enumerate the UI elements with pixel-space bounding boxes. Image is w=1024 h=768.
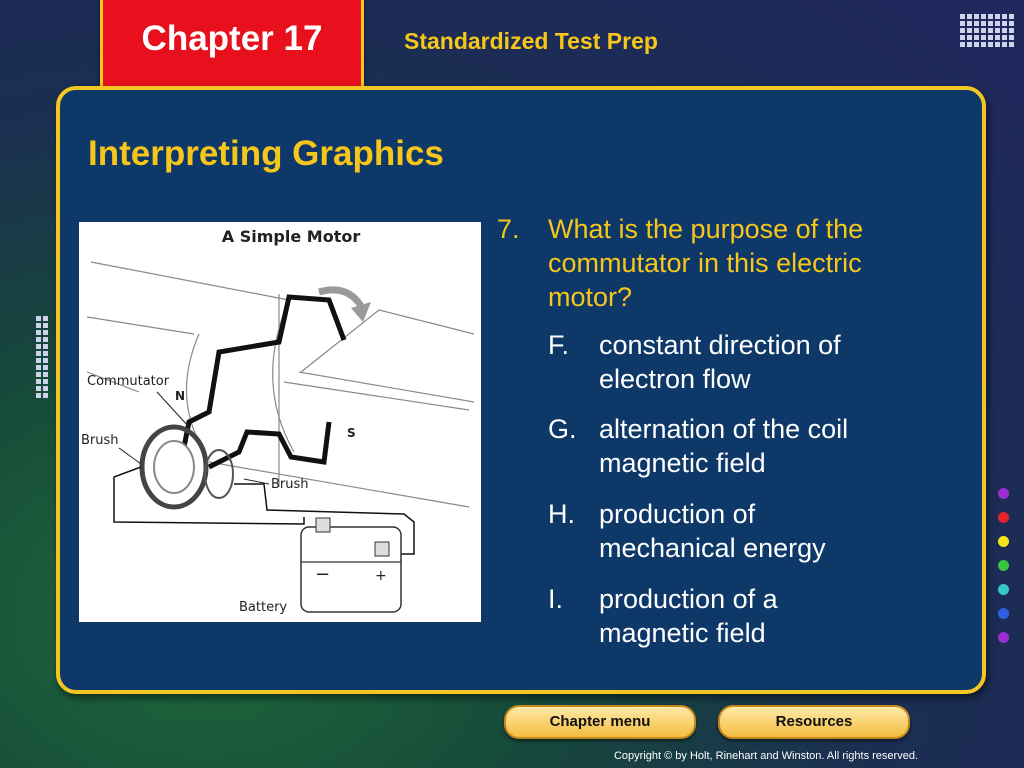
option-line: magnetic field bbox=[599, 448, 766, 478]
decorative-dot bbox=[1002, 14, 1007, 19]
chapter-label: Chapter 17 bbox=[141, 19, 323, 58]
decorative-dot bbox=[36, 316, 41, 321]
decorative-dot bbox=[981, 42, 986, 47]
side-color-dot bbox=[998, 488, 1009, 499]
decorative-dot bbox=[974, 14, 979, 19]
decorative-dot bbox=[36, 351, 41, 356]
option-line: production of bbox=[599, 499, 756, 529]
decorative-dot bbox=[43, 365, 48, 370]
decorative-dot bbox=[36, 337, 41, 342]
decorative-dot bbox=[36, 372, 41, 377]
decorative-dot bbox=[995, 21, 1000, 26]
decorative-dot-grid-left bbox=[36, 316, 48, 398]
decorative-dot bbox=[981, 14, 986, 19]
question-number: 7. bbox=[497, 214, 520, 244]
figure-title: A Simple Motor bbox=[221, 227, 361, 246]
option-i-text bbox=[599, 582, 959, 650]
decorative-dot bbox=[36, 323, 41, 328]
decorative-dot bbox=[981, 35, 986, 40]
decorative-dot bbox=[43, 372, 48, 377]
decorative-dot bbox=[960, 28, 965, 33]
option-f-text bbox=[599, 328, 959, 396]
side-color-dot bbox=[998, 608, 1009, 619]
brush-right-label: Brush bbox=[271, 477, 309, 492]
motor-figure bbox=[79, 222, 481, 622]
decorative-dot bbox=[995, 35, 1000, 40]
decorative-dot bbox=[967, 14, 972, 19]
decorative-dot bbox=[988, 28, 993, 33]
decorative-dot bbox=[1002, 28, 1007, 33]
decorative-dot bbox=[1002, 21, 1007, 26]
decorative-dot bbox=[43, 316, 48, 321]
decorative-dot bbox=[1009, 35, 1014, 40]
decorative-dot bbox=[981, 21, 986, 26]
decorative-dot bbox=[1009, 14, 1014, 19]
decorative-dot bbox=[1002, 42, 1007, 47]
decorative-dot bbox=[967, 35, 972, 40]
brush-left-label: Brush bbox=[81, 433, 119, 448]
decorative-dot bbox=[43, 379, 48, 384]
decorative-dot bbox=[974, 28, 979, 33]
decorative-dot bbox=[43, 386, 48, 391]
decorative-dot bbox=[988, 21, 993, 26]
option-line: mechanical energy bbox=[599, 533, 826, 563]
decorative-dot bbox=[36, 379, 41, 384]
decorative-dot bbox=[981, 28, 986, 33]
decorative-dot bbox=[988, 42, 993, 47]
decorative-dot bbox=[36, 344, 41, 349]
option-line: alternation of the coil bbox=[599, 414, 849, 444]
decorative-dot bbox=[995, 28, 1000, 33]
decorative-dot bbox=[960, 21, 965, 26]
side-color-dot bbox=[998, 632, 1009, 643]
decorative-dot bbox=[43, 344, 48, 349]
decorative-dot bbox=[36, 365, 41, 370]
decorative-dot bbox=[1009, 21, 1014, 26]
question-text bbox=[548, 212, 968, 314]
decorative-dot bbox=[36, 330, 41, 335]
decorative-dot bbox=[974, 42, 979, 47]
option-f-letter: F. bbox=[548, 330, 570, 360]
decorative-dot bbox=[967, 28, 972, 33]
question-line: commutator in this electric bbox=[548, 248, 862, 278]
resources-button[interactable]: Resources bbox=[718, 705, 910, 739]
decorative-dot bbox=[36, 358, 41, 363]
decorative-dot bbox=[995, 14, 1000, 19]
option-line: electron flow bbox=[599, 364, 751, 394]
header-title: Standardized Test Prep bbox=[404, 28, 658, 54]
decorative-dot bbox=[43, 393, 48, 398]
decorative-dot bbox=[1009, 42, 1014, 47]
side-color-dot bbox=[998, 560, 1009, 571]
side-color-dot bbox=[998, 512, 1009, 523]
decorative-dot bbox=[960, 42, 965, 47]
decorative-dot bbox=[967, 42, 972, 47]
decorative-dot bbox=[36, 386, 41, 391]
option-line: magnetic field bbox=[599, 618, 766, 648]
decorative-dot bbox=[988, 14, 993, 19]
copyright-text: Copyright © by Holt, Rinehart and Winston. All rights reserved. bbox=[613, 750, 918, 762]
question-line: motor? bbox=[548, 282, 633, 312]
battery-label: Battery bbox=[239, 600, 288, 615]
decorative-dot bbox=[995, 42, 1000, 47]
side-color-dot bbox=[998, 536, 1009, 547]
option-line: constant direction of bbox=[599, 330, 841, 360]
decorative-dot bbox=[967, 21, 972, 26]
option-h-letter: H. bbox=[548, 499, 575, 529]
decorative-dot bbox=[43, 351, 48, 356]
decorative-dot bbox=[988, 35, 993, 40]
decorative-dot bbox=[43, 358, 48, 363]
chapter-menu-button[interactable]: Chapter menu bbox=[504, 705, 696, 739]
decorative-dot-grid-top bbox=[960, 14, 1014, 47]
section-title: Interpreting Graphics bbox=[88, 134, 444, 173]
decorative-dot bbox=[974, 35, 979, 40]
battery-minus-label: − bbox=[315, 564, 331, 585]
decorative-dot bbox=[974, 21, 979, 26]
side-color-dot bbox=[998, 584, 1009, 595]
question-line: What is the purpose of the bbox=[548, 214, 864, 244]
decorative-dot bbox=[43, 330, 48, 335]
option-g-text bbox=[599, 412, 959, 480]
option-i-letter: I. bbox=[548, 584, 564, 614]
option-h-text bbox=[599, 497, 959, 565]
option-line: production of a bbox=[599, 584, 778, 614]
n-pole-label: N bbox=[175, 389, 186, 403]
decorative-dot bbox=[36, 393, 41, 398]
battery-plus-label: + bbox=[375, 568, 387, 584]
option-g-letter: G. bbox=[548, 414, 577, 444]
decorative-dot bbox=[1002, 35, 1007, 40]
decorative-dot bbox=[960, 35, 965, 40]
s-pole-label: S bbox=[347, 426, 356, 440]
decorative-dot bbox=[960, 14, 965, 19]
commutator-label: Commutator bbox=[87, 374, 170, 389]
decorative-dot bbox=[43, 337, 48, 342]
decorative-dot bbox=[43, 323, 48, 328]
decorative-dot bbox=[1009, 28, 1014, 33]
